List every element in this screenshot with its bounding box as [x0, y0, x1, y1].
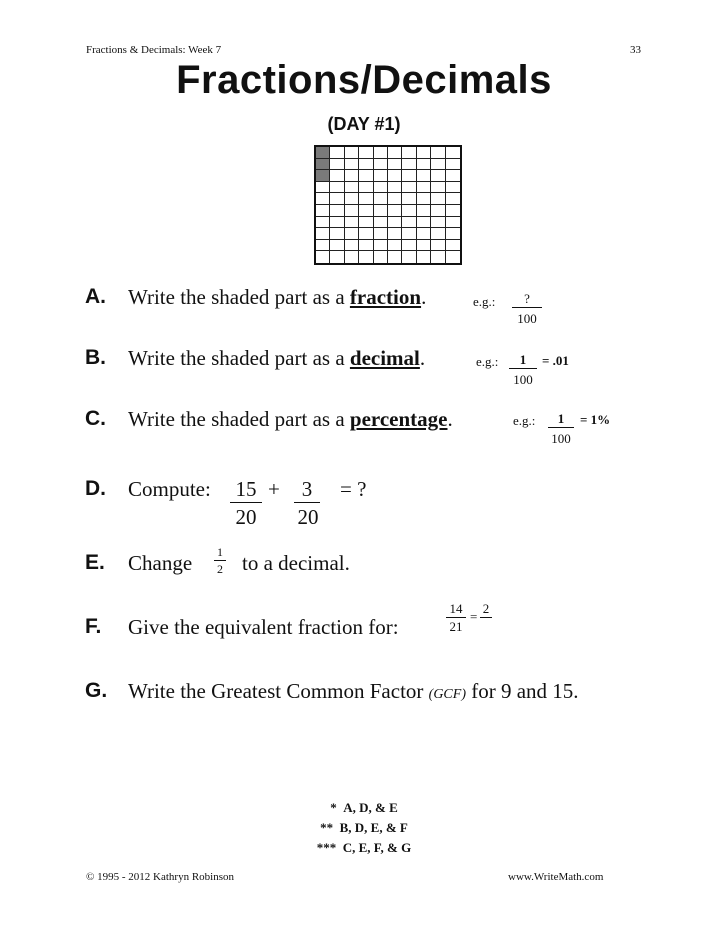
grid-cell: [446, 217, 460, 229]
question-c-keyword: percentage: [349, 407, 448, 431]
question-a-eg-label: e.g.:: [473, 294, 496, 309]
question-e-denominator: 2: [217, 562, 223, 576]
question-c-prompt: Write the shaded part as a: [128, 407, 350, 431]
grid-cell: [402, 193, 416, 205]
grid-cell: [417, 147, 431, 159]
question-g-abbr: (GCF): [428, 687, 466, 702]
grid-cell: [345, 182, 359, 194]
question-c-period: .: [447, 407, 453, 431]
grid-cell: [431, 251, 445, 263]
grid-cell: [316, 217, 330, 229]
grid-cell: [316, 159, 330, 171]
level-key-3: [0, 840, 728, 856]
grid-cell: [446, 182, 460, 194]
grid-cell: [330, 228, 344, 240]
grid-cell: [330, 217, 344, 229]
question-c-text: [128, 407, 453, 432]
grid-cell: [388, 170, 402, 182]
level-key-1-items: A, D, & E: [343, 800, 398, 815]
grid-cell: [417, 170, 431, 182]
grid-cell: [359, 182, 373, 194]
question-c-eg-numerator: 1: [548, 411, 574, 428]
grid-cell: [330, 182, 344, 194]
level-key-1-stars: *: [330, 800, 337, 815]
grid-cell: [446, 170, 460, 182]
question-a-letter: A.: [85, 285, 106, 308]
grid-cell: [330, 147, 344, 159]
level-key-2: [0, 820, 728, 836]
grid-cell: [446, 147, 460, 159]
question-g-text-before: Write the Greatest Common Factor: [128, 679, 424, 703]
grid-cell: [388, 193, 402, 205]
grid-cell: [402, 217, 416, 229]
hundreds-grid: [314, 145, 462, 265]
grid-cell: [345, 251, 359, 263]
grid-cell: [359, 193, 373, 205]
grid-cell: [359, 240, 373, 252]
grid-cell: [431, 240, 445, 252]
grid-cell: [431, 147, 445, 159]
grid-cell: [374, 159, 388, 171]
grid-cell: [431, 205, 445, 217]
grid-cell: [402, 228, 416, 240]
grid-cell: [388, 182, 402, 194]
question-b-eg-numerator: 1: [509, 352, 537, 369]
grid-cell: [316, 251, 330, 263]
grid-cell: [330, 240, 344, 252]
grid-cell: [316, 182, 330, 194]
question-c-letter: C.: [85, 407, 106, 430]
grid-cell: [402, 147, 416, 159]
question-b-keyword: decimal: [349, 346, 420, 370]
grid-cell: [345, 217, 359, 229]
grid-cell: [316, 240, 330, 252]
grid-cell: [330, 205, 344, 217]
question-c-eg-result: = 1%: [580, 412, 611, 427]
grid-cell: [374, 193, 388, 205]
grid-cell: [446, 240, 460, 252]
grid-cell: [345, 205, 359, 217]
footer-website: www.WriteMath.com: [508, 871, 604, 883]
question-f-target-numerator: 2: [480, 601, 492, 618]
question-b-prompt: Write the shaded part as a: [128, 346, 350, 370]
grid-cell: [402, 159, 416, 171]
question-e-letter: E.: [85, 551, 105, 574]
question-b-period: .: [419, 346, 426, 370]
question-a-text: [128, 285, 426, 310]
grid-cell: [374, 251, 388, 263]
question-f-text: Give the equivalent fraction for:: [128, 615, 399, 639]
grid-cell: [431, 170, 445, 182]
level-key-1: [0, 800, 728, 816]
question-c-eg-label: e.g.:: [513, 413, 536, 428]
question-b-letter: B.: [85, 346, 106, 369]
question-f-equals: =: [470, 609, 478, 624]
level-key-3-items: C, E, F, & G: [342, 840, 412, 855]
question-d-equals: = ?: [340, 477, 367, 501]
grid-cell: [431, 217, 445, 229]
grid-cell: [330, 251, 344, 263]
question-c-eg-denominator: 100: [551, 431, 571, 446]
grid-cell: [374, 205, 388, 217]
page-title: Fractions/Decimals: [176, 58, 552, 102]
grid-cell: [388, 240, 402, 252]
question-a-keyword: fraction: [349, 285, 422, 309]
question-d-frac1-numerator: 15: [230, 477, 262, 503]
footer-copyright: © 1995 - 2012 Kathryn Robinson: [86, 871, 234, 883]
grid-cell: [374, 170, 388, 182]
question-d-letter: D.: [85, 477, 106, 500]
grid-cell: [345, 147, 359, 159]
question-a-prompt: Write the shaded part as a: [128, 285, 350, 309]
question-d-text: Compute:: [128, 477, 211, 501]
grid-cell: [417, 182, 431, 194]
page-subtitle: (DAY #1): [327, 114, 401, 134]
grid-cell: [374, 217, 388, 229]
grid-cell: [431, 193, 445, 205]
grid-cell: [417, 228, 431, 240]
question-e-numerator: 1: [214, 545, 226, 561]
grid-cell: [359, 217, 373, 229]
level-key-2-items: B, D, E, & F: [339, 820, 408, 835]
grid-cell: [446, 228, 460, 240]
grid-cell: [316, 147, 330, 159]
header-title: Fractions & Decimals: Week 7: [86, 44, 222, 56]
grid-cell: [359, 228, 373, 240]
question-f-denominator: 21: [449, 619, 463, 634]
grid-cell: [417, 205, 431, 217]
page-number: 33: [630, 44, 641, 56]
grid-cell: [316, 193, 330, 205]
grid-cell: [431, 159, 445, 171]
grid-cell: [417, 159, 431, 171]
grid-cell: [316, 205, 330, 217]
grid-cell: [359, 251, 373, 263]
grid-cell: [388, 251, 402, 263]
grid-cell: [388, 147, 402, 159]
grid-cell: [417, 217, 431, 229]
grid-cell: [402, 205, 416, 217]
question-d-frac2-numerator: 3: [294, 477, 320, 503]
question-f-numerator: 14: [446, 601, 466, 618]
grid-cell: [374, 228, 388, 240]
question-g-letter: G.: [85, 679, 108, 702]
grid-cell: [330, 159, 344, 171]
grid-cell: [374, 147, 388, 159]
grid-cell: [431, 182, 445, 194]
question-a-eg-denominator: 100: [517, 311, 537, 326]
grid-cell: [402, 251, 416, 263]
grid-cell: [388, 205, 402, 217]
question-a-eg-numerator: ?: [512, 291, 542, 308]
grid-cell: [431, 228, 445, 240]
grid-cell: [446, 251, 460, 263]
question-g-text: [128, 679, 579, 704]
grid-cell: [417, 193, 431, 205]
grid-cell: [388, 228, 402, 240]
grid-cell: [345, 170, 359, 182]
question-b-eg-label: e.g.:: [476, 354, 499, 369]
grid-cell: [345, 193, 359, 205]
grid-cell: [402, 182, 416, 194]
grid-cell: [359, 205, 373, 217]
question-a-period: .: [421, 285, 427, 309]
question-f-letter: F.: [85, 615, 102, 638]
question-e-text-after: to a decimal.: [242, 551, 350, 575]
grid-cell: [330, 170, 344, 182]
question-b-eg-result: = .01: [542, 353, 569, 368]
grid-cell: [417, 240, 431, 252]
grid-cell: [402, 240, 416, 252]
grid-cell: [316, 228, 330, 240]
grid-cell: [359, 147, 373, 159]
level-key-3-stars: ***: [316, 840, 337, 855]
grid-cell: [388, 159, 402, 171]
grid-cell: [330, 193, 344, 205]
grid-cell: [374, 240, 388, 252]
question-b-eg-denominator: 100: [513, 372, 533, 387]
question-e-text-before: Change: [128, 551, 193, 575]
grid-cell: [388, 217, 402, 229]
grid-cell: [374, 182, 388, 194]
grid-cell: [359, 170, 373, 182]
grid-cell: [345, 228, 359, 240]
grid-cell: [446, 193, 460, 205]
question-d-frac2-denominator: 20: [297, 505, 319, 529]
question-d-frac1-denominator: 20: [235, 505, 257, 529]
grid-cell: [316, 170, 330, 182]
question-b-text: [128, 346, 425, 371]
grid-cell: [345, 159, 359, 171]
question-d-plus: +: [268, 477, 280, 501]
grid-cell: [417, 251, 431, 263]
grid-cell: [402, 170, 416, 182]
grid-cell: [359, 159, 373, 171]
level-key-2-stars: **: [320, 820, 334, 835]
grid-cell: [446, 159, 460, 171]
grid-cell: [345, 240, 359, 252]
grid-cell: [446, 205, 460, 217]
question-g-text-after: for 9 and 15.: [471, 679, 579, 703]
